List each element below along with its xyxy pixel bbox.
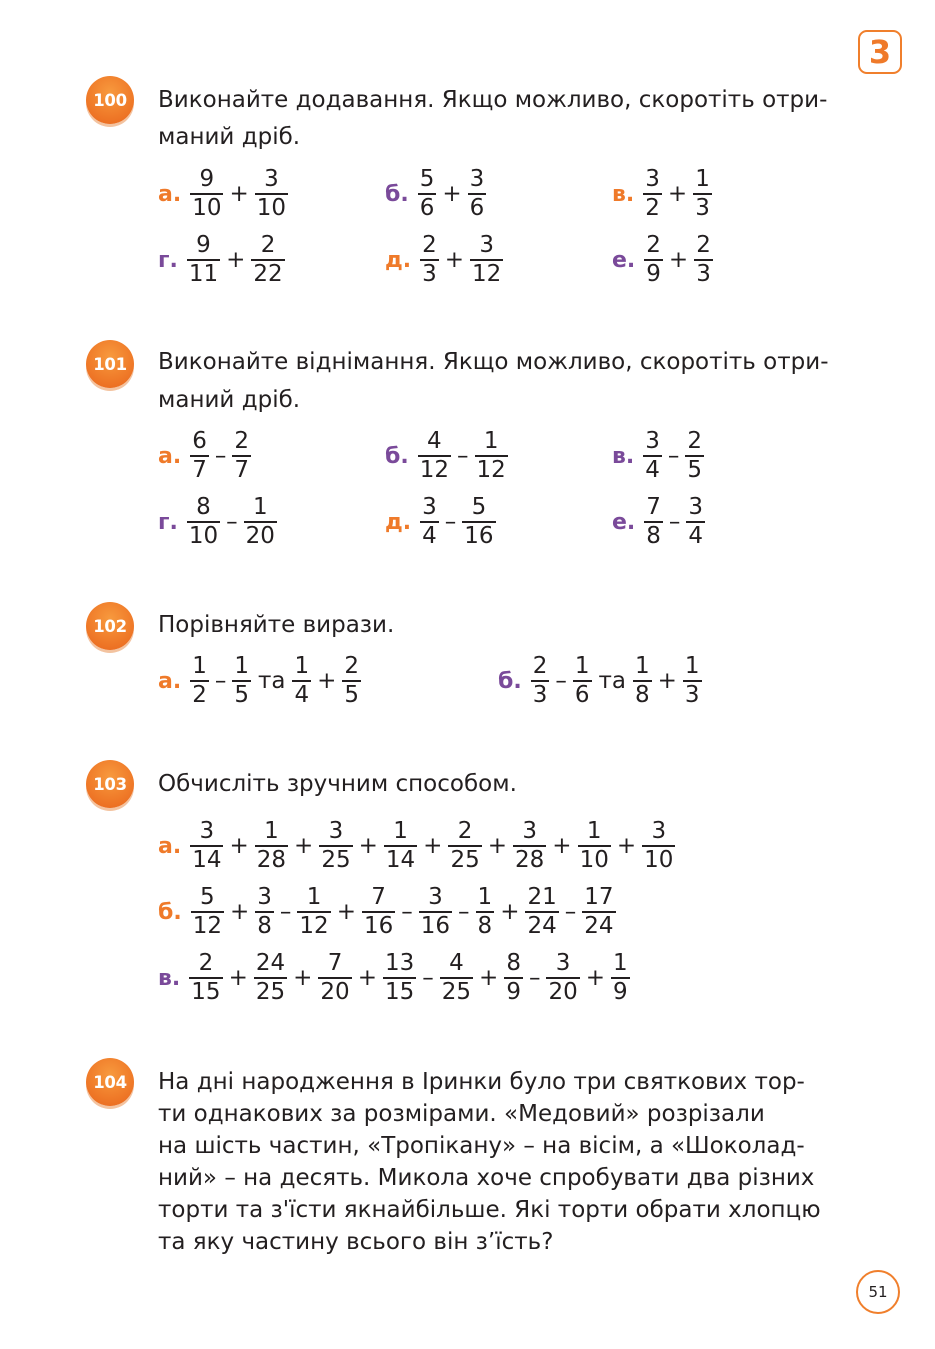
task-100-item-c (612, 166, 715, 222)
fraction (643, 167, 662, 221)
task-101-item-d (158, 494, 280, 550)
fraction (190, 654, 209, 708)
numerator: 1 (477, 884, 493, 911)
numerator: 3 (688, 494, 704, 521)
denominator: 12 (299, 912, 329, 939)
fraction (384, 819, 417, 873)
denominator: 3 (532, 681, 548, 708)
numerator: 2 (646, 232, 661, 259)
numerator: 5 (471, 494, 487, 521)
fraction (573, 654, 592, 708)
denominator: 12 (472, 260, 502, 287)
operator: + (487, 833, 508, 859)
fraction (643, 429, 662, 483)
denominator: 3 (695, 194, 710, 221)
task-101-instruction-line2: маний дріб. (158, 387, 301, 413)
numerator: 1 (695, 166, 710, 193)
task-102-row (0, 653, 935, 709)
item-letter: в. (612, 181, 635, 207)
numerator: 2 (234, 428, 249, 455)
numerator: 1 (586, 818, 602, 845)
denominator: 6 (419, 194, 435, 221)
operator: + (423, 833, 443, 859)
numerator: 2 (260, 232, 276, 259)
fraction (642, 819, 675, 873)
operator: – (457, 443, 469, 469)
item-letter: г. (158, 509, 178, 535)
fraction (318, 951, 351, 1005)
fraction (531, 654, 550, 708)
fraction (644, 495, 663, 549)
fraction (468, 167, 487, 221)
numerator: 1 (294, 653, 310, 680)
fraction (244, 495, 277, 549)
numerator: 1 (613, 950, 628, 977)
fraction (685, 429, 704, 483)
fraction (232, 429, 251, 483)
task-103-row-2 (0, 884, 935, 940)
conjunction: та (598, 668, 626, 694)
item-letter: а. (158, 833, 182, 859)
item-letter: б. (498, 668, 522, 694)
denominator: 22 (253, 260, 283, 287)
denominator: 10 (644, 846, 674, 873)
task-104-line-2: ти однакових за розмірами. «Медовий» розрізали (158, 1101, 765, 1127)
chapter-badge: 3 (858, 30, 902, 74)
denominator: 6 (469, 194, 485, 221)
fraction (475, 429, 508, 483)
denominator: 16 (464, 522, 494, 549)
fraction (546, 951, 579, 1005)
denominator: 20 (320, 978, 350, 1005)
numerator: 9 (196, 232, 211, 259)
numerator: 3 (645, 428, 660, 455)
fraction (694, 233, 713, 287)
operator: – (422, 965, 434, 991)
numerator: 2 (532, 653, 548, 680)
task-number-103: 103 (86, 760, 134, 808)
numerator: 1 (574, 653, 590, 680)
denominator: 16 (420, 912, 451, 939)
denominator: 25 (321, 846, 351, 873)
numerator: 1 (252, 494, 268, 521)
denominator: 12 (476, 456, 506, 483)
task-number-101: 101 (86, 340, 134, 388)
numerator: 2 (696, 232, 711, 259)
denominator: 16 (363, 912, 394, 939)
operator: – (279, 899, 292, 925)
page-number: 51 (856, 1270, 900, 1314)
numerator: 8 (506, 950, 521, 977)
numerator: 3 (199, 818, 215, 845)
denominator: 8 (635, 681, 650, 708)
task-100-item-a (158, 166, 291, 222)
operator: + (317, 668, 337, 694)
operator: + (294, 833, 314, 859)
task-103-item (158, 884, 619, 940)
item-letter: в. (158, 965, 181, 991)
denominator: 3 (696, 260, 711, 287)
numerator: 6 (192, 428, 207, 455)
numerator: 5 (419, 166, 435, 193)
denominator: 15 (384, 978, 415, 1005)
fraction (476, 885, 495, 939)
fraction (255, 167, 288, 221)
numerator: 4 (449, 950, 464, 977)
numerator: 3 (651, 818, 667, 845)
item-letter: а. (158, 668, 182, 694)
fraction (420, 495, 439, 549)
task-104-line-4: ний» – на десять. Микола хоче спробувати два різних (158, 1165, 815, 1191)
denominator: 28 (256, 846, 287, 873)
fraction (362, 885, 395, 939)
numerator: 8 (196, 494, 211, 521)
item-letter: б. (385, 443, 409, 469)
denominator: 10 (256, 194, 287, 221)
operator: – (528, 965, 541, 991)
numerator: 2 (422, 232, 437, 259)
task-100-instruction-line1: Виконайте додавання. Якщо можливо, скоротіть отри- (158, 87, 828, 113)
numerator: 1 (234, 653, 249, 680)
operator: + (616, 833, 637, 859)
operator: + (293, 965, 313, 991)
numerator: 24 (255, 950, 286, 977)
operator: + (230, 899, 250, 925)
denominator: 12 (192, 912, 222, 939)
task-100-item-e (385, 232, 506, 288)
task-101-item-e (385, 494, 499, 550)
fraction (297, 885, 330, 939)
numerator: 3 (422, 494, 437, 521)
operator: – (401, 899, 413, 925)
task-100-item-b (385, 166, 489, 222)
fraction (525, 885, 558, 939)
numerator: 1 (635, 653, 650, 680)
denominator: 5 (234, 681, 249, 708)
denominator: 9 (613, 978, 628, 1005)
denominator: 25 (255, 978, 286, 1005)
operator: + (585, 965, 606, 991)
fraction (686, 495, 705, 549)
numerator: 1 (306, 884, 322, 911)
operator: + (552, 833, 572, 859)
operator: – (564, 899, 577, 925)
operator: – (444, 509, 457, 535)
operator: + (229, 833, 249, 859)
numerator: 3 (469, 166, 485, 193)
fraction (418, 167, 437, 221)
numerator: 21 (527, 884, 557, 911)
operator: – (458, 899, 470, 925)
item-letter: а. (158, 443, 182, 469)
fraction (232, 654, 251, 708)
denominator: 11 (188, 260, 219, 287)
numerator: 3 (522, 818, 537, 845)
task-101-item-a (158, 428, 254, 484)
task-102-instruction: Порівняйте вирази. (158, 612, 395, 638)
denominator: 4 (294, 681, 310, 708)
task-101-item-b (385, 428, 511, 484)
denominator: 2 (645, 194, 660, 221)
denominator: 24 (527, 912, 557, 939)
denominator: 5 (687, 456, 703, 483)
item-letter: г. (158, 247, 178, 273)
fraction (633, 654, 652, 708)
denominator: 3 (422, 260, 437, 287)
denominator: 7 (192, 456, 207, 483)
numerator: 4 (427, 428, 442, 455)
fraction (190, 819, 223, 873)
denominator: 4 (688, 522, 704, 549)
operator: – (214, 668, 227, 694)
operator: + (500, 899, 520, 925)
task-103-item (158, 950, 633, 1006)
denominator: 10 (579, 846, 609, 873)
task-101-item-c (612, 428, 707, 484)
denominator: 20 (548, 978, 578, 1005)
numerator: 7 (327, 950, 343, 977)
task-101-row-2 (0, 494, 935, 550)
numerator: 2 (198, 950, 214, 977)
numerator: 2 (457, 818, 473, 845)
numerator: 7 (371, 884, 386, 911)
task-101-item-f (612, 494, 708, 550)
numerator: 1 (483, 428, 499, 455)
operator: + (442, 181, 462, 207)
conjunction: та (257, 668, 286, 694)
fraction (644, 233, 663, 287)
denominator: 8 (257, 912, 272, 939)
fraction (440, 951, 473, 1005)
task-103-instruction: Обчисліть зручним способом. (158, 771, 517, 797)
item-letter: а. (158, 181, 182, 207)
item-letter: б. (158, 899, 182, 925)
denominator: 12 (419, 456, 449, 483)
numerator: 3 (264, 166, 279, 193)
item-letter: д. (385, 509, 412, 535)
numerator: 9 (199, 166, 215, 193)
numerator: 3 (645, 166, 660, 193)
denominator: 10 (188, 522, 219, 549)
fraction (582, 885, 615, 939)
operator: + (226, 247, 246, 273)
denominator: 24 (584, 912, 614, 939)
fraction (190, 429, 209, 483)
denominator: 28 (515, 846, 545, 873)
denominator: 5 (344, 681, 360, 708)
numerator: 3 (428, 884, 443, 911)
fraction (419, 885, 452, 939)
denominator: 14 (192, 846, 222, 873)
numerator: 1 (264, 818, 279, 845)
denominator: 6 (574, 681, 590, 708)
numerator: 7 (646, 494, 661, 521)
fraction (254, 951, 287, 1005)
fraction (191, 885, 224, 939)
task-102-item-b (498, 653, 705, 709)
task-103-row-1 (0, 818, 935, 874)
denominator: 9 (506, 978, 521, 1005)
task-number-104: 104 (86, 1058, 134, 1106)
fraction (383, 951, 416, 1005)
operator: + (479, 965, 499, 991)
numerator: 1 (192, 653, 207, 680)
task-104-line-6: та яку частину всього він з’їсть? (158, 1229, 554, 1255)
item-letter: е. (612, 509, 636, 535)
operator: + (444, 247, 465, 273)
fraction (611, 951, 630, 1005)
operator: + (336, 899, 356, 925)
fraction (504, 951, 523, 1005)
task-103-row-3 (0, 950, 935, 1006)
operator: + (667, 181, 688, 207)
task-100-row-2 (0, 232, 935, 288)
numerator: 3 (257, 884, 272, 911)
fraction (255, 885, 274, 939)
task-102-item-a (158, 653, 364, 709)
fraction (189, 951, 222, 1005)
task-104-line-5: торти та з'їсти якнайбільше. Які торти обрати хлопцю (158, 1197, 821, 1223)
denominator: 15 (191, 978, 221, 1005)
denominator: 25 (441, 978, 472, 1005)
operator: – (668, 509, 681, 535)
task-100-item-d (158, 232, 288, 288)
numerator: 2 (687, 428, 703, 455)
fraction (418, 429, 451, 483)
task-104-line-3: на шість частин, «Тропікану» – на вісім, а «Шоколад- (158, 1133, 805, 1159)
fraction (292, 654, 311, 708)
fraction (187, 495, 220, 549)
fraction (462, 495, 495, 549)
operator: – (214, 443, 227, 469)
fraction (319, 819, 352, 873)
fraction (448, 819, 481, 873)
task-101-row-1 (0, 428, 935, 484)
task-100-row-1 (0, 166, 935, 222)
operator: + (668, 247, 689, 273)
denominator: 8 (477, 912, 493, 939)
operator: – (226, 509, 238, 535)
operator: + (229, 181, 249, 207)
task-100-item-f (612, 232, 716, 288)
task-number-102: 102 (86, 602, 134, 650)
fraction (683, 654, 702, 708)
denominator: 20 (245, 522, 275, 549)
denominator: 2 (192, 681, 207, 708)
fraction (470, 233, 503, 287)
task-number-100: 100 (86, 76, 134, 124)
numerator: 3 (555, 950, 571, 977)
fraction (578, 819, 611, 873)
denominator: 14 (385, 846, 416, 873)
denominator: 9 (646, 260, 661, 287)
numerator: 1 (684, 653, 700, 680)
numerator: 5 (200, 884, 215, 911)
numerator: 2 (344, 653, 360, 680)
numerator: 13 (384, 950, 415, 977)
operator: + (357, 965, 377, 991)
task-101-instruction-line1: Виконайте віднімання. Якщо можливо, скоротіть отри- (158, 349, 829, 375)
task-100-instruction-line2: маний дріб. (158, 124, 301, 150)
operator: – (667, 443, 680, 469)
item-letter: в. (612, 443, 635, 469)
operator: + (358, 833, 378, 859)
denominator: 10 (192, 194, 222, 221)
fraction (693, 167, 712, 221)
denominator: 7 (234, 456, 249, 483)
item-letter: б. (385, 181, 409, 207)
fraction (513, 819, 546, 873)
denominator: 4 (645, 456, 660, 483)
fraction (255, 819, 288, 873)
denominator: 4 (422, 522, 437, 549)
task-103-item (158, 818, 678, 874)
operator: – (555, 668, 567, 694)
denominator: 3 (684, 681, 700, 708)
item-letter: е. (612, 247, 636, 273)
numerator: 17 (584, 884, 614, 911)
task-104-line-1: На дні народження в Іринки було три святкових тор- (158, 1069, 805, 1095)
fraction (420, 233, 439, 287)
operator: + (228, 965, 248, 991)
denominator: 25 (450, 846, 480, 873)
operator: + (657, 668, 677, 694)
denominator: 8 (646, 522, 661, 549)
fraction (251, 233, 284, 287)
numerator: 3 (479, 232, 494, 259)
fraction (190, 167, 223, 221)
fraction (342, 654, 361, 708)
fraction (187, 233, 220, 287)
numerator: 3 (328, 818, 344, 845)
item-letter: д. (385, 247, 412, 273)
numerator: 1 (393, 818, 408, 845)
